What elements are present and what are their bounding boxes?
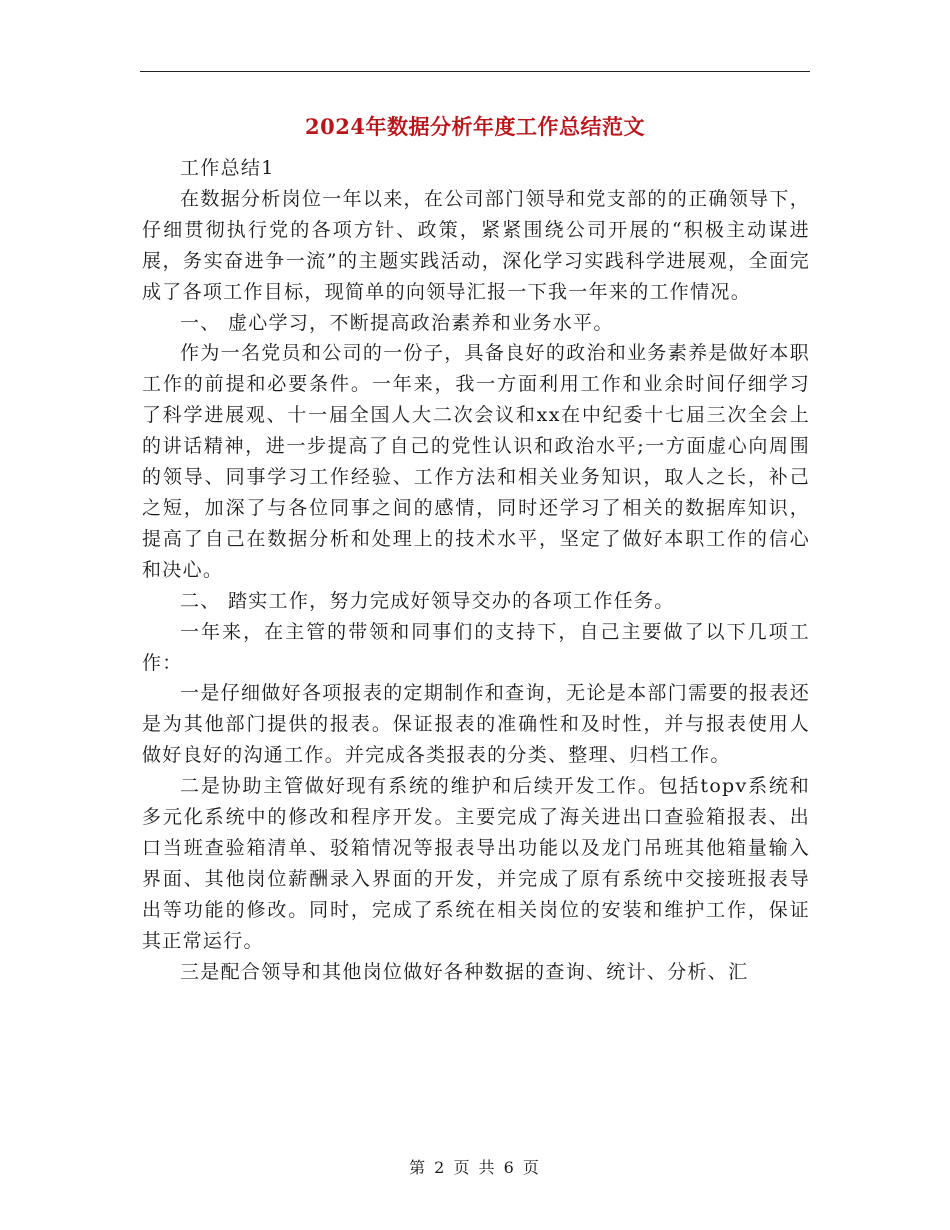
document-title: 2024年数据分析年度工作总结范文	[305, 114, 645, 139]
header-rule	[140, 71, 810, 72]
paragraph-work-intro: 一年来，在主管的带领和同事们的支持下，自己主要做了以下几项工作：	[142, 620, 810, 674]
document-body	[142, 153, 810, 987]
page-number: 第 2 页 共 6 页	[409, 1158, 541, 1177]
paragraph-study: 作为一名党员和公司的一份子，具备良好的政治和业务素养是做好本职工作的前提和必要条件。一年来，我一方面利用工作和业余时间仔细学习了科学进展观、十一届全国人大二次会议和xx在中纪委十七届三次全会上的讲话精神，进一步提高了自己的党性认识和政治水平;一方面虚心向周围的领导、同事学习工作经验、工作方法和相关业务知识，取人之长，补己之短，加深了与各位同事之间的感情，同时还学习了相关的数据库知识，提高了自己在数据分析和处理上的技术水平，坚定了做好本职工作的信心和决心。	[142, 342, 810, 581]
paragraph-section-label: 工作总结1	[180, 157, 275, 179]
heading-section-one: 一、 虚心学习，不断提高政治素养和业务水平。	[180, 311, 614, 334]
paragraph-intro: 在数据分析岗位一年以来，在公司部门领导和党支部的的正确领导下，仔细贯彻执行党的各项方针、政策，紧紧围绕公司开展的“积极主动谋进展，务实奋进争一流”的主题实践活动，深化学习实践科学进展观，全面完成了各项工作目标，现简单的向领导汇报一下我一年来的工作情况。	[142, 187, 810, 303]
paragraph-item-two: 二是协助主管做好现有系统的维护和后续开发工作。包括topv系统和多元化系统中的修改和程序开发。主要完成了海关进出口查验箱报表、出口当班查验箱清单、驳箱情况等报表导出功能以及龙门吊班其他箱量输入界面、其他岗位薪酬录入界面的开发，并完成了原有系统中交接班报表导出等功能的修改。同时，完成了系统在相关岗位的安装和维护工作，保证其正常运行。	[142, 775, 810, 952]
paragraph-item-one: 一是仔细做好各项报表的定期制作和查询，无论是本部门需要的报表还是为其他部门提供的报表。保证报表的准确性和及时性，并与报表使用人做好良好的沟通工作。并完成各类报表的分类、整理、归档工作。	[142, 682, 810, 767]
paragraph-item-three: 三是配合领导和其他岗位做好各种数据的查询、统计、分析、汇	[180, 960, 749, 983]
heading-section-two: 二、 踏实工作，努力完成好领导交办的各项工作任务。	[180, 589, 675, 612]
